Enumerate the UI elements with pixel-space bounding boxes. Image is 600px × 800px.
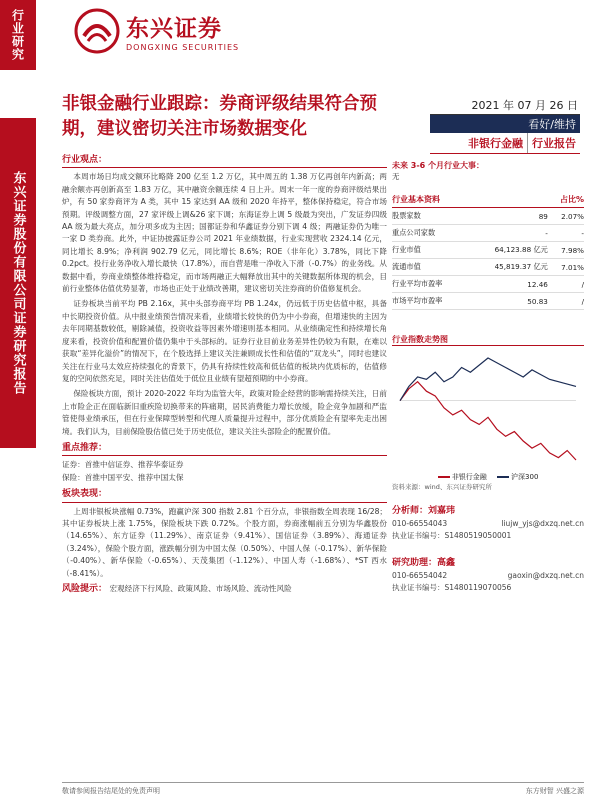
report-date: 2021 年 07 月 26 日 (430, 96, 580, 115)
industry-data-block (392, 190, 584, 310)
sidebar (0, 0, 36, 800)
rating-badge: 看好/维持 (430, 115, 580, 133)
logo-en: DONGXING SECURITIES (126, 43, 240, 52)
logo-icon (74, 8, 120, 54)
analyst-1-email[interactable]: liujw_yjs@dxzq.net.cn (501, 519, 584, 528)
analyst-1-phone: 010-66554043 (392, 519, 448, 528)
analyst-2-cert: 执业证书编号：S1480119070056 (392, 583, 512, 592)
report-title: 非银金融行业跟踪：券商评级结果符合预期，建议密切关注市场数据变化 (62, 94, 377, 139)
industry-data-table (392, 192, 584, 310)
report-tags (430, 133, 580, 154)
analyst-1-cert: 执业证书编号：S1480519050001 (392, 531, 512, 540)
sidebar-company-label: 东兴证券股份有限公司证券研究报告 (0, 118, 36, 448)
index-chart (392, 350, 584, 490)
chart-heading: 行业指数走势图 (392, 334, 584, 346)
review-heading: 板块表现： (62, 488, 387, 502)
industry-data-col2: 占比% (548, 192, 584, 208)
picks-securities: 证券：首推中信证券、推荐华泰证券 (62, 460, 184, 470)
analyst-1-contact (392, 518, 584, 530)
report-meta (430, 96, 580, 154)
views-heading: 行业观点： (62, 154, 387, 168)
chart-legend (392, 472, 584, 482)
footer-disclaimer: 敬请参阅报告结尾处的免责声明 (62, 787, 160, 795)
sidebar-top-label: 行业研究 (0, 0, 36, 70)
analyst-2-contact (392, 570, 584, 582)
risk-heading: 风险提示： (62, 584, 108, 594)
tag-type: 行业报告 (527, 133, 580, 153)
main-column (62, 154, 387, 595)
analyst-2-email[interactable]: gaoxin@dxzq.net.cn (507, 571, 584, 580)
legend-item-1: 非银行金融 (438, 472, 487, 482)
table-row: 股票家数 89 2.07% (392, 208, 584, 225)
analyst-2-name: 研究助理：高鑫 (392, 558, 456, 568)
outlook-label: 未来 3-6 个月行业大事： (392, 161, 485, 170)
analyst-1-name: 分析师：刘嘉玮 (392, 506, 456, 516)
index-chart-svg (392, 350, 584, 468)
series-line-1 (400, 382, 576, 460)
outlook-block (392, 160, 584, 182)
analyst-2 (392, 555, 584, 594)
picks-heading: 重点推荐： (62, 442, 387, 456)
picks-insurance: 保险：首推中国平安、推荐中国太保 (62, 472, 184, 482)
table-row: 重点公司家数 - - (392, 225, 584, 242)
risk-text: 宏观经济下行风险、政策风险、市场风险、流动性风险 (109, 584, 292, 593)
footer-slogan: 东方财智 兴盛之源 (525, 787, 584, 795)
company-logo (74, 8, 239, 54)
risk-line (62, 583, 387, 595)
views-paragraph-3: 保险板块方面，预计 2020-2022 年均为监管大年，政策对险企经营的影响需持续关注，日前上市险企正在面临新旧重疾险切换带来的阵痛期，居民消费能力增长放缓，险企竞争加剧和严监管使得业绩承压，但在行业保障型转型和代理人质量提升过程中，部分优质险企有望率先走出困境。我们认为，目前保险股估值已处于历史低位，建议关注头部险企的配置价值。 (62, 389, 387, 436)
page-footer (62, 782, 584, 796)
tag-industry: 非银行金融 (468, 137, 523, 150)
analyst-2-phone: 010-66554042 (392, 571, 448, 580)
table-row: 行业平均市盈率 12.46 / (392, 276, 584, 293)
views-paragraph-2: 证券板块当前平均 PB 2.16x，其中头部券商平均 PB 1.24x，仍远低于历史估值中枢，具备中长期投资价值。从中报业绩预告情况来看，业绩增长较快的仍为中小券商，但增速快的主因为去年同期基数较低，剔除减值，投资收益等因素外增速则基本相同。从业绩确定性和持续增长角度来看，投资价值和配置价值仍集中于头部标的。证券行业目前业务差异性仍较为有限，在难以获取“差异化溢价”的情况下，在个股选择上建议关注兼顾成长性和估值的“双龙头”，同时也建议关注在行业马太效应持续强化的背景下，仍具有持续性较高和低估值的板块内优质标的，估值修复的空间依然充足，同时关注估值处于低位且业绩有望超预期的中小券商。 (62, 299, 387, 383)
chart-source: 资料来源：wind、东兴证券研究所 (392, 483, 492, 491)
review-text: 上周非银板块涨幅 0.73%，跑赢沪深 300 指数 2.81 个百分点，非银指数全周表现 16/28；其中证券板块上涨 1.75%，保险板块下跌 0.72%。个股方面，券商涨幅前五分别为华鑫股份（14.65%）、东方证券（11.29%）、南京证券（9.41%）、国信证券（3.89%）、海通证券（3.24%），保险个股方面，涨跌幅分别为中国太保（0.50%）、中国人保（-0.17%）、新华保险（-0.40%）、新华保险（-0.65%）、天茂集团（-1.12%）、中国人寿（-1.68%）、*ST 西水（-8.41%）。 (62, 506, 387, 578)
logo-cn: 东兴证券 (126, 16, 222, 42)
legend-item-2: 沪深300 (497, 472, 539, 482)
outlook-value: 无 (392, 172, 400, 181)
series-line-2 (400, 358, 576, 401)
table-row: 行业市值 64,123.88 亿元 7.98% (392, 242, 584, 259)
chart-heading-block (392, 334, 584, 346)
views-paragraph-1: 本周市场日均成交额环比略降 200 亿至 1.2 万亿，其中周五的 1.38 万亿再创年内新高；两融余额亦再创新高至 1.83 万亿，其中融资余额连续 4 日上升。周末一年一度的券商评级结果出炉，有 50 家券商评为 A 类，其中 15 家达到 AA 级和 2020 年持平，整体保持稳定，符合市场预期。评级调整方面，27 家评级上调&26 家下调；东海证券上调 5 级最为突出，广发证券四级 AA 级为最大亮点，加分项多成为主因；国都证券和华鑫证券分别下调 4 级；两融证券仍为唯一一家 D 类券商。此外，中证协披露证券公司 2021 年业绩数据，行业实现营收 2324.14 亿元，同比增长 8.9%；净利润 902.79 亿元，同比增长 8.6%；ROE（非年化）3.78%，同比下降 0.2pct。投行业务净收入增长最快（17.8%），而自营是唯一净收入下滑（-0.7%）的业务线。从数据中看，券商业绩整体维持稳定，而市场两融正大幅释放出其中的关键数据所体现的机会，目前行业整体估值优势显著，市场也正处于业绩改善期，建议密切关注券商的价值修复机会。 (62, 172, 387, 294)
table-row: 流通市值 45,819.37 亿元 7.01% (392, 259, 584, 276)
industry-data-heading: 行业基本资料 (392, 192, 468, 208)
analyst-1 (392, 503, 584, 542)
table-row: 市场平均市盈率 50.83 / (392, 293, 584, 310)
